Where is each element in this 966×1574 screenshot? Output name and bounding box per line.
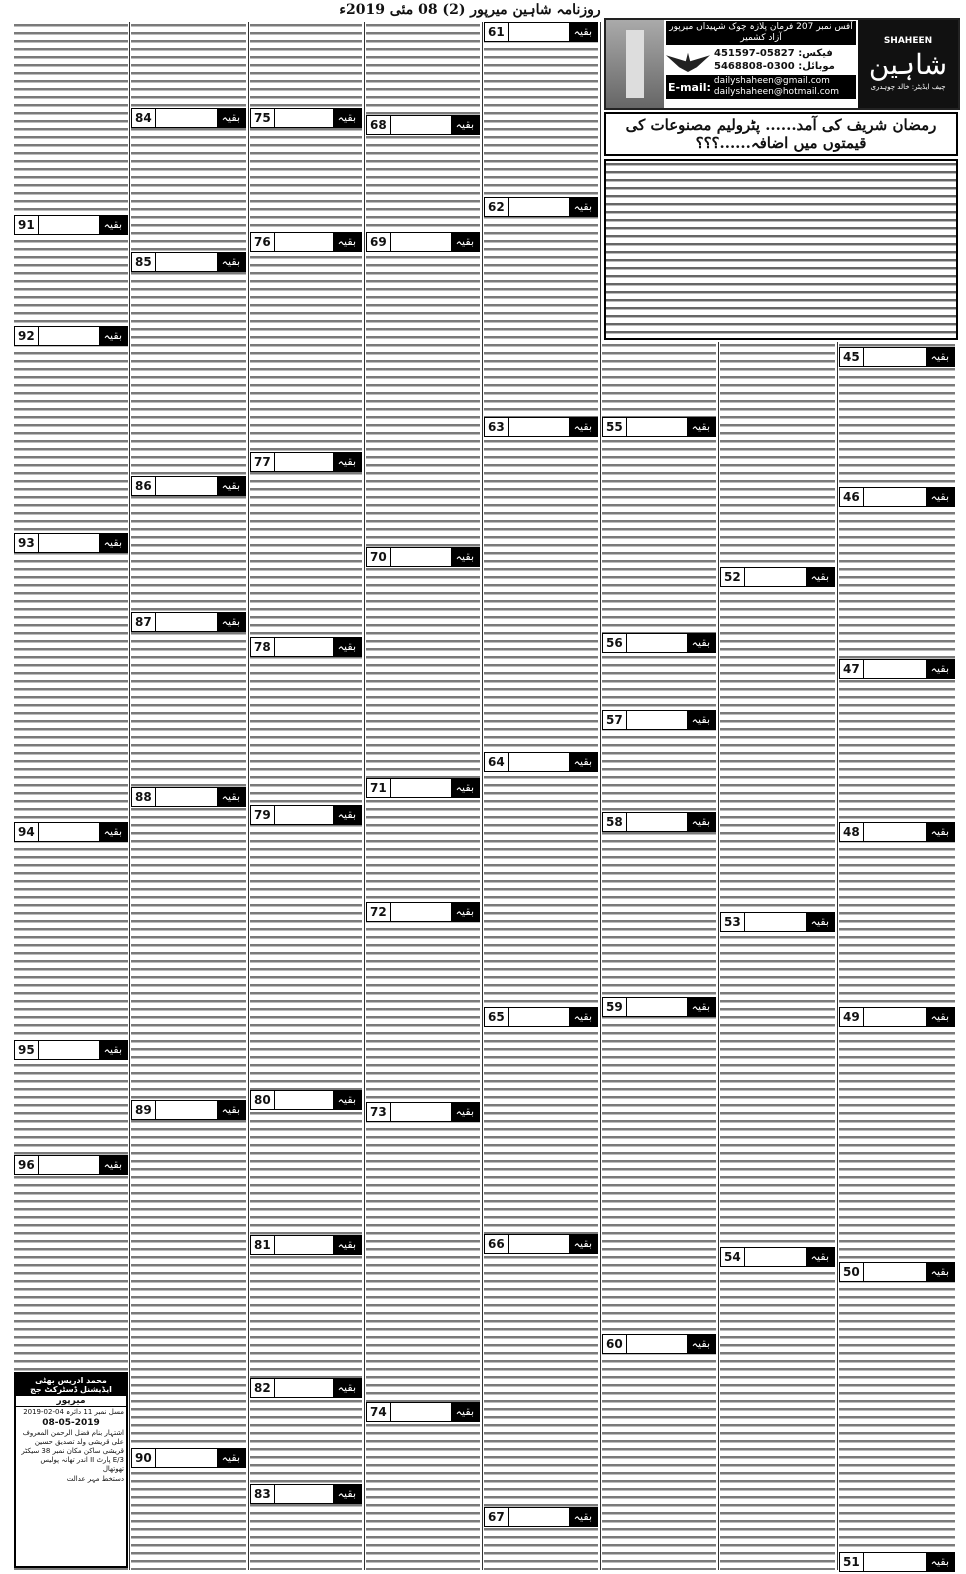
continued-box — [131, 1100, 246, 1120]
continued-box — [484, 22, 598, 42]
continued-box — [366, 1402, 480, 1422]
continued-label: بقیہ — [333, 1236, 361, 1254]
text-column — [250, 22, 362, 1570]
continued-label: بقیہ — [99, 1156, 127, 1174]
continued-box — [131, 252, 246, 272]
top-story — [604, 112, 958, 340]
continued-box — [366, 115, 480, 135]
continued-label: بقیہ — [687, 418, 715, 436]
continued-label: بقیہ — [926, 1263, 954, 1281]
continued-number: 62 — [485, 198, 509, 216]
continued-label: بقیہ — [217, 253, 245, 271]
continued-label: بقیہ — [451, 903, 479, 921]
continued-label: بقیہ — [926, 660, 954, 678]
text-column — [720, 342, 835, 1570]
continued-label: بقیہ — [926, 348, 954, 366]
continued-number: 87 — [132, 613, 156, 631]
continued-label: بقیہ — [333, 1379, 361, 1397]
continued-box — [366, 778, 480, 798]
continued-number: 94 — [15, 823, 39, 841]
continued-box — [131, 787, 246, 807]
continued-label: بقیہ — [687, 1335, 715, 1353]
court-city: میرپور — [16, 1396, 126, 1407]
court-notice — [14, 1372, 128, 1568]
continued-number: 60 — [603, 1335, 627, 1353]
chief-editor: چیف ایڈیٹر: خالد چوہدری — [870, 83, 946, 91]
column-rule — [600, 22, 601, 1570]
continued-box — [484, 417, 598, 437]
continued-label: بقیہ — [569, 1235, 597, 1253]
continued-label: بقیہ — [333, 233, 361, 251]
column-rule — [718, 342, 719, 1570]
continued-box — [839, 487, 955, 507]
continued-number: 95 — [15, 1041, 39, 1059]
continued-number: 81 — [251, 1236, 275, 1254]
continued-number: 85 — [132, 253, 156, 271]
continued-label: بقیہ — [451, 233, 479, 251]
continued-label: بقیہ — [926, 1008, 954, 1026]
continued-box — [484, 1234, 598, 1254]
continued-box — [250, 637, 362, 657]
continued-number: 75 — [251, 109, 275, 127]
contact-info — [664, 20, 858, 108]
continued-number: 50 — [840, 1263, 864, 1281]
continued-box — [131, 612, 246, 632]
eagle-icon — [666, 48, 710, 72]
mobile-number: 0300-5468808 — [714, 61, 795, 72]
continued-number: 79 — [251, 806, 275, 824]
continued-box — [602, 633, 716, 653]
column-rule — [248, 22, 249, 1570]
continued-label: بقیہ — [99, 327, 127, 345]
column-rule — [482, 22, 483, 1570]
continued-label: بقیہ — [687, 711, 715, 729]
continued-label: بقیہ — [687, 998, 715, 1016]
continued-box — [602, 997, 716, 1017]
continued-label: بقیہ — [217, 1449, 245, 1467]
continued-number: 71 — [367, 779, 391, 797]
continued-box — [484, 752, 598, 772]
continued-box — [250, 108, 362, 128]
continued-number: 92 — [15, 327, 39, 345]
continued-box — [839, 1552, 955, 1572]
continued-label: بقیہ — [569, 198, 597, 216]
continued-number: 51 — [840, 1553, 864, 1571]
continued-label: بقیہ — [99, 823, 127, 841]
email-hotmail[interactable]: dailyshaheen@hotmail.com — [713, 87, 839, 97]
logo-urdu: شاہین — [868, 48, 948, 81]
continued-number: 61 — [485, 23, 509, 41]
continued-number: 93 — [15, 534, 39, 552]
continued-number: 52 — [721, 568, 745, 586]
continued-label: بقیہ — [451, 779, 479, 797]
continued-label: بقیہ — [926, 823, 954, 841]
continued-number: 73 — [367, 1103, 391, 1121]
mobile-label: موبائل: — [798, 61, 835, 72]
continued-label: بقیہ — [569, 753, 597, 771]
continued-label: بقیہ — [333, 1485, 361, 1503]
continued-number: 56 — [603, 634, 627, 652]
continued-box — [250, 1235, 362, 1255]
continued-number: 80 — [251, 1091, 275, 1109]
continued-number: 53 — [721, 913, 745, 931]
continued-number: 89 — [132, 1101, 156, 1119]
text-column — [839, 342, 955, 1570]
dateline: روزنامہ شاہین میرپور (2) 08 مئی 2019ء — [339, 2, 601, 18]
continued-number: 76 — [251, 233, 275, 251]
continued-number: 91 — [15, 216, 39, 234]
email-gmail[interactable]: dailyshaheen@gmail.com — [713, 76, 830, 86]
continued-box — [250, 1090, 362, 1110]
continued-label: بقیہ — [217, 788, 245, 806]
continued-box — [366, 1102, 480, 1122]
continued-label: بقیہ — [99, 1041, 127, 1059]
continued-box — [14, 215, 128, 235]
continued-number: 64 — [485, 753, 509, 771]
continued-number: 68 — [367, 116, 391, 134]
continued-label: بقیہ — [217, 1101, 245, 1119]
column-rule — [129, 22, 130, 1570]
continued-number: 72 — [367, 903, 391, 921]
continued-box — [484, 197, 598, 217]
continued-number: 83 — [251, 1485, 275, 1503]
continued-label: بقیہ — [569, 1008, 597, 1026]
continued-box — [720, 1247, 835, 1267]
continued-number: 77 — [251, 453, 275, 471]
continued-number: 65 — [485, 1008, 509, 1026]
continued-box — [602, 1334, 716, 1354]
continued-number: 45 — [840, 348, 864, 366]
continued-box — [366, 902, 480, 922]
continued-box — [250, 1484, 362, 1504]
email-label: E-mail: — [668, 80, 711, 94]
continued-label: بقیہ — [806, 568, 834, 586]
continued-label: بقیہ — [926, 1553, 954, 1571]
continued-number: 55 — [603, 418, 627, 436]
continued-label: بقیہ — [451, 116, 479, 134]
continued-number: 82 — [251, 1379, 275, 1397]
continued-number: 66 — [485, 1235, 509, 1253]
continued-number: 84 — [132, 109, 156, 127]
notice-footer: دستخط مہر عدالت — [66, 1475, 124, 1483]
continued-label: بقیہ — [687, 813, 715, 831]
text-column — [602, 342, 716, 1570]
continued-label: بقیہ — [569, 1508, 597, 1526]
continued-label: بقیہ — [333, 638, 361, 656]
continued-box — [839, 659, 955, 679]
continued-label: بقیہ — [99, 216, 127, 234]
fax-number: 05827-451597 — [714, 48, 795, 59]
continued-box — [602, 812, 716, 832]
continued-box — [14, 1040, 128, 1060]
continued-number: 67 — [485, 1508, 509, 1526]
continued-box — [720, 912, 835, 932]
continued-label: بقیہ — [217, 477, 245, 495]
continued-box — [839, 1007, 955, 1027]
column-rule — [364, 22, 365, 1570]
continued-label: بقیہ — [569, 418, 597, 436]
continued-box — [720, 567, 835, 587]
notice-body: اشتہار بنام فضل الرحمن المعروف علی قریشی ولد تصدیق حسین قریشی ساکن مکان نمبر 38 سیکٹر E/3 پارٹ II اندر تھانہ پولیس تھوتھال — [21, 1429, 124, 1473]
fax-label: فیکس: — [798, 48, 833, 59]
continued-box — [14, 533, 128, 553]
continued-box — [14, 326, 128, 346]
continued-number: 88 — [132, 788, 156, 806]
continued-label: بقیہ — [217, 613, 245, 631]
continued-number: 63 — [485, 418, 509, 436]
continued-box — [602, 710, 716, 730]
continued-number: 74 — [367, 1403, 391, 1421]
continued-number: 46 — [840, 488, 864, 506]
continued-box — [366, 232, 480, 252]
continued-box — [250, 1378, 362, 1398]
continued-number: 57 — [603, 711, 627, 729]
continued-box — [250, 452, 362, 472]
continued-box — [602, 417, 716, 437]
continued-box — [484, 1507, 598, 1527]
office-address: آفس نمبر 207 فرمان پلازہ چوک شہیداں میرپور آزاد کشمیر — [666, 21, 856, 45]
continued-box — [839, 822, 955, 842]
newspaper-logo — [858, 20, 958, 108]
continued-label: بقیہ — [451, 548, 479, 566]
continued-box — [14, 822, 128, 842]
continued-label: بقیہ — [806, 913, 834, 931]
continued-number: 86 — [132, 477, 156, 495]
continued-label: بقیہ — [333, 453, 361, 471]
continued-box — [839, 347, 955, 367]
text-column — [14, 22, 128, 1570]
continued-box — [14, 1155, 128, 1175]
continued-number: 47 — [840, 660, 864, 678]
continued-label: بقیہ — [687, 634, 715, 652]
court-name: محمد ادریس بھٹی ایڈیشنل ڈسٹرکٹ جج — [16, 1374, 126, 1396]
lead-story — [604, 159, 958, 340]
continued-box — [366, 547, 480, 567]
continued-box — [250, 232, 362, 252]
masthead — [604, 18, 960, 110]
continued-number: 48 — [840, 823, 864, 841]
hearing-date: 08-05-2019 — [42, 1418, 100, 1428]
continued-label: بقیہ — [451, 1103, 479, 1121]
continued-number: 58 — [603, 813, 627, 831]
continued-label: بقیہ — [333, 1091, 361, 1109]
case-number: مسل نمبر 11 دائرہ 04-02-2019 — [23, 1408, 124, 1416]
continued-number: 90 — [132, 1449, 156, 1467]
continued-label: بقیہ — [99, 534, 127, 552]
column-rule — [837, 342, 838, 1570]
text-column — [484, 22, 598, 1570]
continued-label: بقیہ — [806, 1248, 834, 1266]
continued-box — [131, 108, 246, 128]
continued-number: 69 — [367, 233, 391, 251]
continued-box — [839, 1262, 955, 1282]
continued-label: بقیہ — [569, 23, 597, 41]
continued-label: بقیہ — [217, 109, 245, 127]
continued-box — [250, 805, 362, 825]
continued-number: 49 — [840, 1008, 864, 1026]
continued-label: بقیہ — [333, 109, 361, 127]
continued-number: 54 — [721, 1248, 745, 1266]
continued-label: بقیہ — [333, 806, 361, 824]
continued-box — [131, 1448, 246, 1468]
main-headline: رمضان شریف کی آمد...... پٹرولیم مصنوعات کی قیمتوں میں اضافہ......؟؟؟ — [604, 112, 958, 156]
continued-box — [484, 1007, 598, 1027]
continued-label: بقیہ — [451, 1403, 479, 1421]
continued-label: بقیہ — [926, 488, 954, 506]
continued-box — [131, 476, 246, 496]
continued-number: 96 — [15, 1156, 39, 1174]
monument-photo — [606, 20, 664, 108]
continued-number: 59 — [603, 998, 627, 1016]
continued-number: 70 — [367, 548, 391, 566]
continued-number: 78 — [251, 638, 275, 656]
logo-english: SHAHEEN — [883, 36, 933, 46]
